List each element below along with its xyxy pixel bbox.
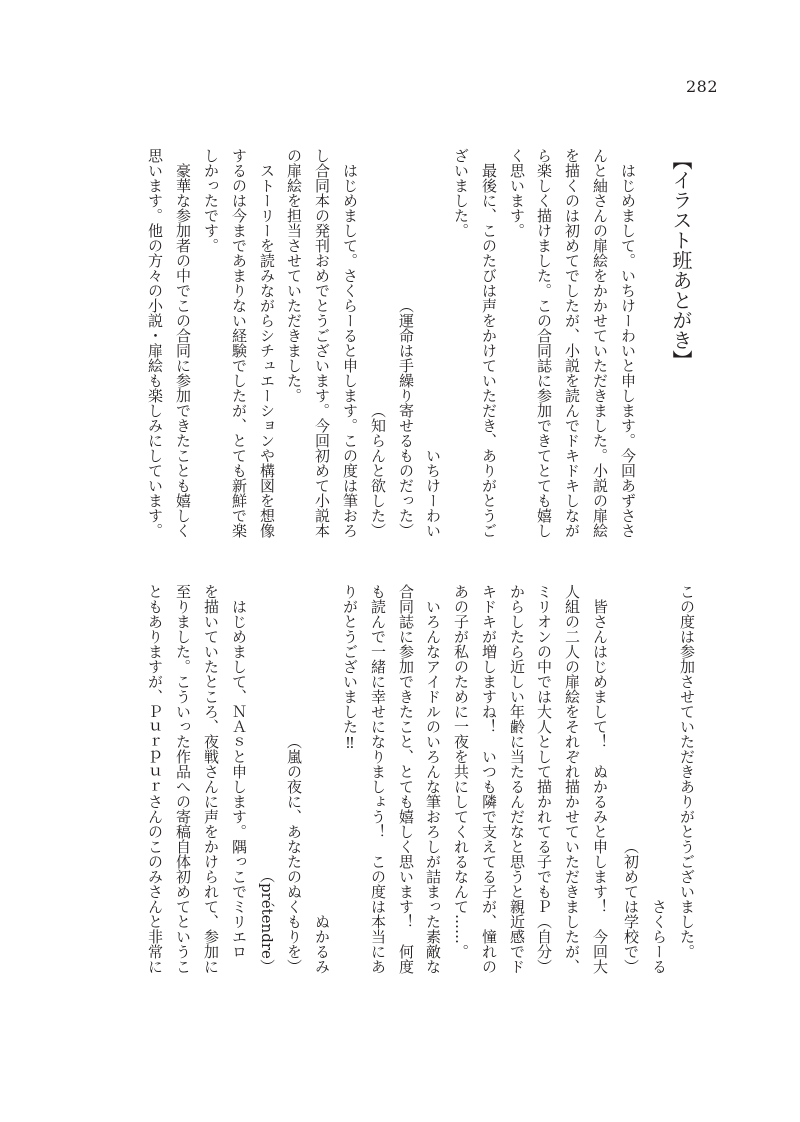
afterword-line: も読んで一緒に幸せになりましょう！ この度は本当にあ	[369, 584, 387, 974]
afterword-line: 最後に、このたびは声をかけていただき、ありがとうご	[480, 163, 498, 538]
afterword-line: 人組の二人の扉絵をそれぞれ描かせていただきましたが、	[563, 584, 581, 974]
afterword-line: からしたら近しい年齢に当たるんだなと思うと親近感でド	[508, 584, 526, 974]
afterword-line: するのは今まであまりない経験でしたが、とても新鮮で楽	[230, 148, 248, 538]
afterword-line: を描いていたところ、夜戦さんに声をかけられて、参加に	[202, 584, 220, 974]
afterword-line: はじめまして、ＮＡｓと申します。隅っこでミリエロ	[230, 599, 248, 959]
work-title: （prétendre）	[258, 868, 276, 974]
afterword-line: んと紬さんの扉絵をかかせていただきました。小説の扉絵	[591, 148, 609, 538]
afterword-line: しかったです。	[202, 148, 220, 253]
afterword-line: く思います。	[508, 148, 526, 238]
page-number: 282	[686, 77, 719, 96]
afterword-line: この度は参加させていただきありがとうございました。	[678, 584, 696, 959]
work-title: （知らんと欲した）	[369, 403, 387, 538]
afterword-line: 合同誌に参加できたこと、とても嬉しく思います！ 何度	[397, 584, 415, 974]
afterword-line: 至りました。こういった作品への寄稿自体初めてというこ	[174, 584, 192, 974]
afterword-line: はじめまして。さくらーると申します。この度は筆おろ	[341, 163, 359, 538]
afterword-line: ざいました。	[452, 148, 470, 238]
afterword-line: の扉絵を担当させていただきました。	[285, 148, 303, 403]
section-heading: 【イラスト班あとがき】	[669, 150, 693, 370]
afterword-line: し合同本の発刊おめでとうございます。今回初めて小説本	[313, 148, 331, 538]
afterword-line: いろんなアイドルのいろんな筆おろしが詰まった素敵な	[424, 599, 442, 974]
afterword-line: りがとうございました‼	[341, 584, 359, 752]
afterword-line: キドキが増しますね！ いつも隣で支えてる子が、憧れの	[480, 584, 498, 974]
work-title: （初めては学校で）	[622, 839, 640, 974]
afterword-line: ミリオンの中では大人として描かれてる子でもＰ（自分）	[535, 584, 553, 974]
afterword-line: ら楽しく描けました。この合同誌に参加できてとても嬉し	[535, 148, 553, 538]
author-signature: ぬかるみ	[313, 914, 331, 974]
afterword-line: を描くのは初めてでしたが、小説を読んでドキドキしなが	[563, 148, 581, 538]
author-signature: さくらーる	[650, 899, 668, 974]
afterword-line: 思います。他の方々の小説・扉絵も楽しみにしています。	[146, 148, 164, 538]
afterword-line: あの子が私のために一夜を共にしてくれるなんて……。	[452, 584, 470, 959]
afterword-line: ストーリーを読みながらシチュエーションや構図を想像	[258, 163, 276, 538]
author-signature: いちけーわい	[424, 448, 442, 538]
afterword-line: 皆さんはじめまして！ ぬかるみと申します！ 今回大	[591, 599, 609, 974]
afterword-line: 豪華な参加者の中でこの合同に参加できたことも嬉しく	[174, 163, 192, 538]
afterword-line: ともありますが、Ｐｕｒｐｕｒさんのこのみさんと非常に	[146, 584, 164, 974]
work-title: （運命は手繰り寄せるものだった）	[397, 298, 415, 538]
work-title: （嵐の夜に、あなたのぬくもりを）	[285, 734, 303, 974]
afterword-line: はじめまして。いちけーわいと申します。今回あずささ	[619, 163, 637, 538]
